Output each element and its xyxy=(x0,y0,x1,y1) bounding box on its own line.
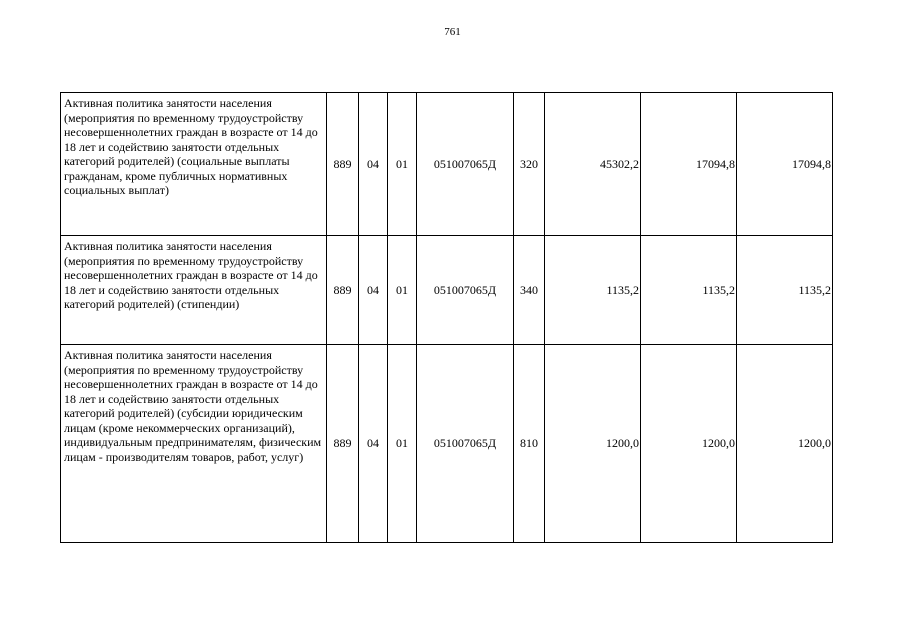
table-row xyxy=(61,236,833,345)
section-code: 04 xyxy=(359,236,388,345)
section-code: 04 xyxy=(359,93,388,236)
ministry-code: 889 xyxy=(327,345,359,543)
target-article-code: 051007065Д xyxy=(417,236,514,345)
amount-1: 45302,2 xyxy=(545,93,641,236)
table-row xyxy=(61,345,833,543)
ministry-code: 889 xyxy=(327,93,359,236)
amount-1: 1135,2 xyxy=(545,236,641,345)
subsection-code: 01 xyxy=(388,345,417,543)
row-description: Активная политика занятости населения (мероприятия по временному трудоустройству несовершеннолетних граждан в возрасте от 14 до 18 лет и содействию занятости отдельных категорий родителей) (социальные выплаты гражданам, кроме публичных нормативных социальных выплат) xyxy=(61,93,327,236)
amount-3: 1135,2 xyxy=(737,236,833,345)
section-code: 04 xyxy=(359,345,388,543)
expense-type-code: 340 xyxy=(514,236,545,345)
target-article-code: 051007065Д xyxy=(417,93,514,236)
subsection-code: 01 xyxy=(388,236,417,345)
amount-2: 1135,2 xyxy=(641,236,737,345)
amount-2: 1200,0 xyxy=(641,345,737,543)
expense-type-code: 320 xyxy=(514,93,545,236)
amount-2: 17094,8 xyxy=(641,93,737,236)
amount-1: 1200,0 xyxy=(545,345,641,543)
target-article-code: 051007065Д xyxy=(417,345,514,543)
row-description: Активная политика занятости населения (мероприятия по временному трудоустройству несовершеннолетних граждан в возрасте от 14 до 18 лет и содействию занятости отдельных категорий родителей) (стипендии) xyxy=(61,236,327,345)
table-row xyxy=(61,93,833,236)
page-number: 761 xyxy=(444,26,461,38)
amount-3: 17094,8 xyxy=(737,93,833,236)
expense-type-code: 810 xyxy=(514,345,545,543)
amount-3: 1200,0 xyxy=(737,345,833,543)
row-description: Активная политика занятости населения (мероприятия по временному трудоустройству несовершеннолетних граждан в возрасте от 14 до 18 лет и содействию занятости отдельных категорий родителей) (субсидии юридическим лицам (кроме некоммерческих организаций), индивидуальным предпринимателям, физическим лицам - производителям товаров, работ, услуг) xyxy=(61,345,327,543)
ministry-code: 889 xyxy=(327,236,359,345)
budget-table xyxy=(60,92,833,543)
subsection-code: 01 xyxy=(388,93,417,236)
